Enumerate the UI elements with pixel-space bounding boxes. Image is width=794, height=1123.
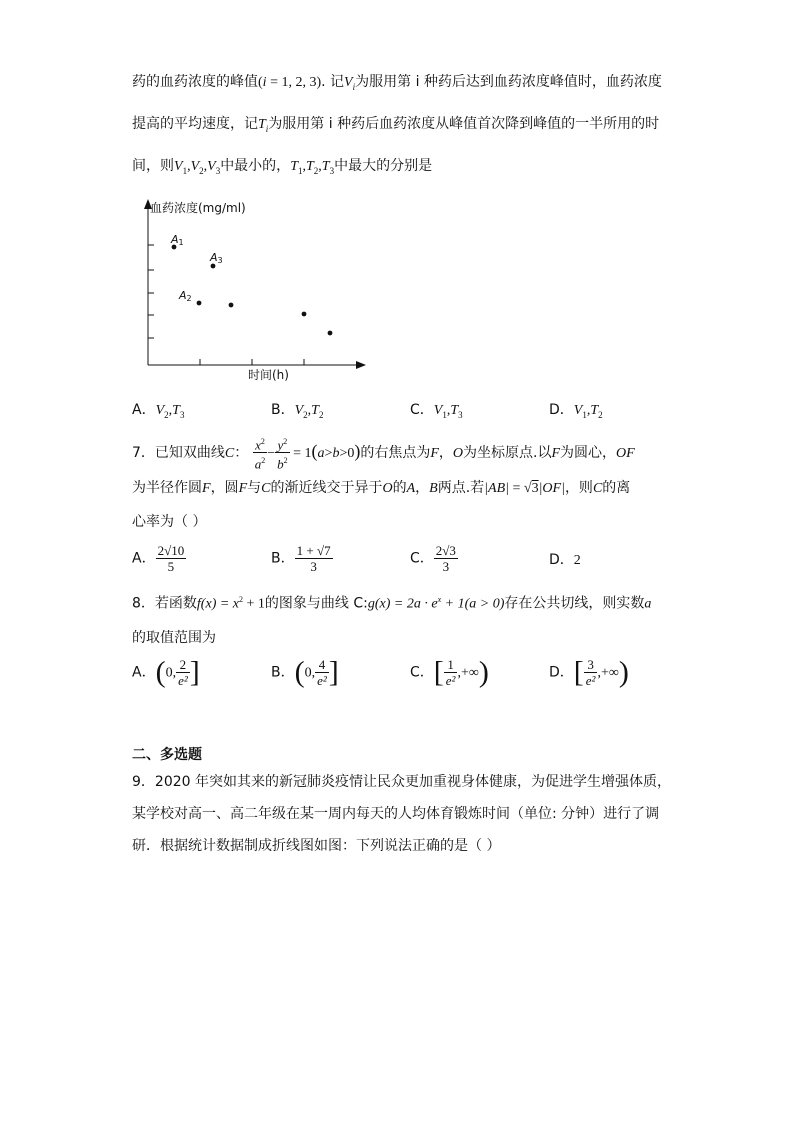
q7-line-2: 为半径作圆F，圆F与C的渐近线交于异于O的A，B两点.若|AB| = √3|OF|，则C的离 — [132, 480, 631, 496]
point-a2 — [197, 301, 202, 306]
q8-line-2: 的取值范围为 — [132, 630, 216, 646]
q7-option-c[interactable]: C． $\frac{2√3}{3}$ — [410, 543, 456, 574]
q6-option-d[interactable]: D．$V_1,T_2$ — [549, 402, 603, 420]
q8-option-b[interactable]: B．(0, $\frac{4}{\text{e²}}$ ] — [271, 655, 339, 689]
point-4 — [229, 303, 234, 308]
x-axis-arrow — [356, 361, 366, 369]
q7-option-a[interactable]: A． $\frac{2√10}{5}$ — [132, 543, 185, 574]
y-axis-label: 血药浓度(mg/ml) — [150, 201, 246, 215]
q7-line-1: 7．已知双曲线C： $\frac{x^2}{a^2}$ − $\frac{y^2}{b^2}$ = 1(a>b>0)的右焦点为F，O为坐标原点.以F为圆心，OF — [132, 434, 635, 472]
point-6 — [328, 331, 333, 336]
x-axis-label: 时间(h) — [248, 368, 289, 382]
q6-option-b[interactable]: B．$V_2,T_2$ — [271, 402, 324, 420]
q7-option-d[interactable]: D．2 — [549, 552, 581, 568]
point-a3 — [211, 264, 216, 269]
q6-line-1: 药的血药浓度的峰值(i = 1, 2, 3). 记$V_i$为服用第 i 种药后达到血药浓度峰值时，血药浓度 — [132, 74, 662, 92]
label-a2: A2 — [179, 289, 192, 303]
q8-option-a[interactable]: A．(0, $\frac{2}{\text{e²}}$ ] — [132, 655, 200, 689]
q6-option-c[interactable]: C．$V_1,T_3$ — [410, 402, 463, 420]
q7-line-3: 心率为（ ） — [132, 514, 207, 530]
q7-option-b[interactable]: B． $\frac{1 + √7}{3}$ — [271, 543, 331, 574]
q6-option-a[interactable]: A．$V_2,T_3$ — [132, 402, 185, 420]
label-a1: A1 — [171, 233, 184, 247]
fraction-y2-b2: $\frac{y^2}{b^2}$ — [275, 434, 290, 472]
q9-line-3: 研．根据统计数据制成折线图如图：下列说法正确的是（ ） — [132, 838, 501, 854]
concentration-chart — [130, 195, 370, 385]
point-5 — [302, 312, 307, 317]
q8-option-c[interactable]: C．[ $\frac{1}{\text{e²}}$ ,+∞) — [410, 655, 489, 689]
q9-line-2: 某学校对高一、高二年级在某一周内每天的人均体育锻炼时间（单位: 分钟）进行了调 — [132, 806, 660, 822]
fraction-x2-a2: $\frac{x^2}{a^2}$ — [253, 434, 268, 472]
label-a3: A3 — [210, 251, 223, 265]
q6-line-3: 间，则$V_1,V_2,V_3$中最小的，$T_1,T_2,T_3$中最大的分别是 — [132, 158, 433, 176]
section-heading-multi-choice: 二、多选题 — [132, 747, 202, 763]
q9-line-1: 9．2020 年突如其来的新冠肺炎疫情让民众更加重视身体健康，为促进学生增强体质， — [132, 774, 671, 790]
q8-option-d[interactable]: D．[ $\frac{3}{\text{e²}}$ ,+∞) — [549, 655, 629, 689]
q6-line-2: 提高的平均速度，记$T_i$为服用第 i 种药后血药浓度从峰值首次降到峰值的一半所用的时 — [132, 116, 660, 134]
q8-line-1: 8．若函数$f(x) = x^2 + 1$的图象与曲线 C:g(x) = $2a \cdot e^x + 1(a > 0)$存在公共切线，则实数a — [132, 595, 652, 612]
